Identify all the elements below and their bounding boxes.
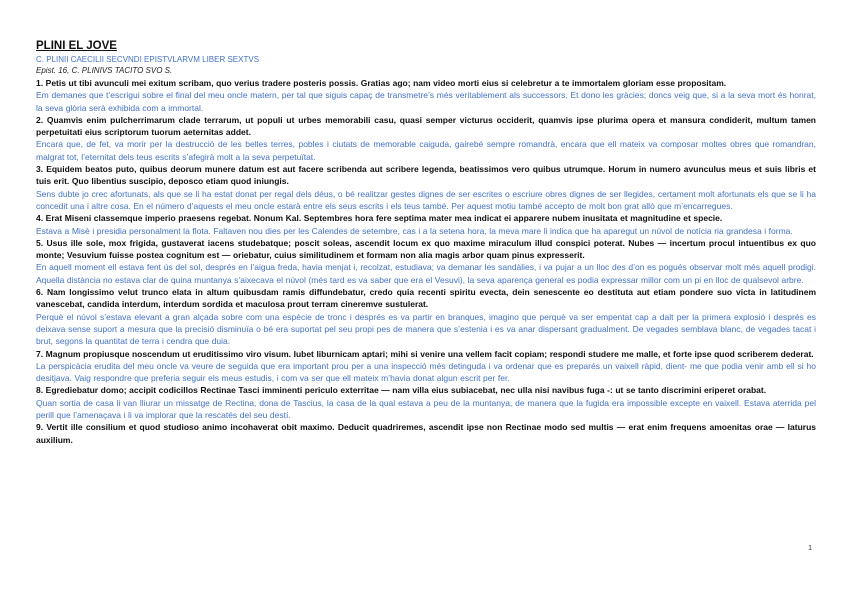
document-subtitle: C. PLINII CAECILII SECVNDI EPISTVLARVM LIBER SEXTVS xyxy=(36,55,260,64)
catalan-paragraph-2: Encara que, de fet, va morir per la destrucció de les belles terres, pobles i ciutats de memorable caiguda, gairebé sempre romandrà, encara que ell mateix va composar moltes obres que romandran, malgrat tot, l’eternitat dels teus escrits s’afegirà molt a la seva perpetuïtat. xyxy=(36,139,816,162)
latin-paragraph-1: 1. Petis ut tibi avunculi mei exitum scribam, quo verius tradere posteris possis. Gratias ago; nam video morti eius si celebretur a te immortalem gloriam esse propositam. xyxy=(36,78,727,88)
catalan-paragraph-1: Em demanes que t’escrigui sobre el final del meu oncle matern, per tal que siguis capaç de transmetre’s més veritablement als successors. Et dono les gràcies; doncs veig que, si a la seva mort és honrat, la seva glòria serà exhibida com a immortal. xyxy=(36,90,816,113)
latin-paragraph-8: 8. Egrediebatur domo; accipit codicillos Rectinae Tasci imminenti periculo exterritae — nam villa eius subiacebat, nec ulla nisi navibus fuga -: ut se tanto discrimini eriperet orabat. xyxy=(36,385,767,396)
latin-paragraph-5: 5. Usus ille sole, mox frigida, gustaverat iacens studebatque; poscit soleas, ascendit locum ex quo maxime miraculum illud conspici poterat. Nubes — incertum procul intuentibus ex quo monte; Vesuvium fuisse postea cognitum est — oriebatur, cuius similitudinem et formam non alia magis arbor quam pinus expresserit. xyxy=(36,237,816,261)
catalan-paragraph-4: Estava a Misè i presidia personalment la flota. Faltaven nou dies per les Calendes de setembre, cas i a la setena hora, la meva mare li indica que ha aparegut un núvol de notícia ria grandesa i forma. xyxy=(36,225,793,236)
catalan-paragraph-6: Perquè el núvol s’estava elevant a gran alçada sobre com una espècie de tronc i després es va partir en branques, imagino que perquè va ser empentat cap a dalt per la primera explosió i després es deixava sense suport a mesura que la precisió disminuïa o bé era suportat pel seu propi pes de manera que s’estenia i es va anar dispersant gradualment. De vegades semblava blanc, de vegades tacat i brut, segons la quantitat de terra i cendra que duia. xyxy=(36,311,816,347)
document-title: PLINI EL JOVE xyxy=(36,40,117,52)
latin-paragraph-4: 4. Erat Miseni classemque imperio praesens regebat. Nonum Kal. Septembres hora fere septima mater mea indicat ei apparere nubem inusitata et magnitudine et specie. xyxy=(36,213,723,224)
epistle-reference: Epist. 16, C. PLINIVS TACITO SVO S. xyxy=(36,66,173,75)
catalan-paragraph-3: Sens dubte jo crec afortunats, als que se li ha estat donat per regal dels déus, o bé realitzar gestes dignes de ser escrites o escriure obres dignes de ser llegides, certament molt afortunats els que se li ha concedit una i altre cosa. En el número d’aquests el meu oncle estarà entre els seus escrits i els teus també. Per aquest motiu també accepto de molt bon grat allò que m’encarregues. xyxy=(36,188,816,211)
latin-paragraph-6: 6. Nam longissimo velut trunco elata in altum quibusdam ramis diffundebatur, credo quia recenti spiritu evecta, dein senescente eo destituta aut etiam pondere suo victa in latitudinem vanescebat, candida interdum, interdum sordida et maculosa prout terram cineremve sustulerat. xyxy=(36,287,816,310)
latin-paragraph-3: 3. Equidem beatos puto, quibus deorum munere datum est aut facere scribenda aut scribere legenda, beatissimos vero quibus utrumque. Horum in numero avunculus meus et suis libris et tuis erit. Quo libentius suscipio, deposco etiam quod iniungis. xyxy=(36,164,816,187)
document-page xyxy=(36,40,816,446)
latin-paragraph-7: 7. Magnum propiusque noscendum ut eruditissimo viro visum. Iubet liburnicam aptari; mihi si venire una vellem facit copiam; respondi studere me malle, et forte ipse quod scriberem dederat. xyxy=(36,348,814,359)
catalan-paragraph-8: Quan sortia de casa li van lliurar un missatge de Rectina, dona de Tascius, la casa de la qual estava a peu de la muntanya, de manera que la fugida era impossible excepte en vaixell. Estava aterrida pel perill que l’amenaçava i li va implorar que la rescatés del seu destí. xyxy=(36,397,816,421)
latin-paragraph-2: 2. Quamvis enim pulcherrimarum clade terrarum, ut populi ut urbes memorabili casu, quasi semper victurus occiderit, quamvis ipse plurima opera et mansura condiderit, multum tamen perpetuitati eius scriptorum tuorum aeternitas addet. xyxy=(36,114,816,138)
latin-paragraph-9: 9. Vertit ille consilium et quod studioso animo incohaverat obit maximo. Deducit quadriremes, ascendit ipse non Rectinae modo sed multis — erat enim frequens amoenitas orae — laturus auxilium. xyxy=(36,422,816,445)
catalan-paragraph-7: La perspicàcia erudita del meu oncle va veure de seguida que era important prou per a una inspecció més detinguda i va ordenar que es preparés un vaixell ràpid, dient- me que podia venir amb ell si ho desitjava. Vaig respondre que preferia seguir els meus estudis, i com va ser que ell mateix m’havia donat algun escrit per fer. xyxy=(36,360,816,384)
catalan-paragraph-5: En aquell moment ell estava fent ús del sol, després en l’aigua freda, havia menjat i, recolzat, estudiava; va demanar les sandàlies, i va pujar a un lloc des d’on es pogués observar molt més aquell prodigi. Aquella distància no estava clar de quina muntanya s’aixecava el núvol (més tard es va saber que era el Vesuvi), la seva aparença general es podia expressar millor com un pi en lloc de qualsevol arbre. xyxy=(36,262,816,285)
page-number: 1 xyxy=(808,545,812,552)
